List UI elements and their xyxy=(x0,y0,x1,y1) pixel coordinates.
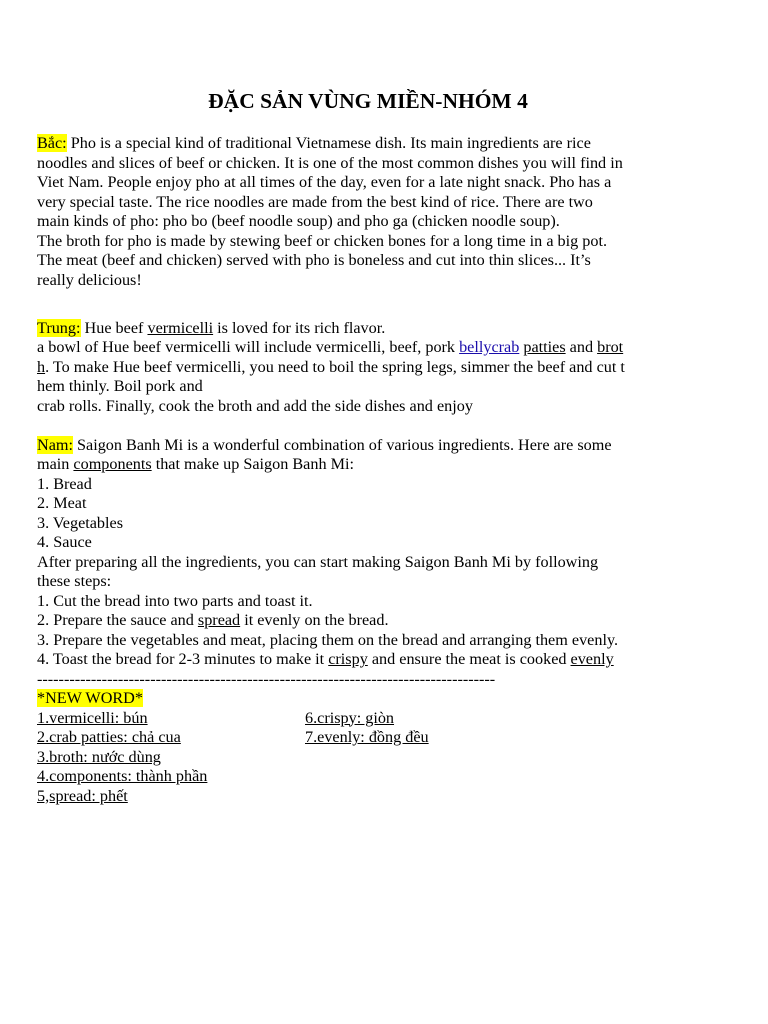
bellycrab-link[interactable]: bellycrab xyxy=(459,338,520,356)
nam-line-3: After preparing all the ingredients, you can start making Saigon Banh Mi by following xyxy=(37,552,599,571)
vocab-word-1: 1.vermicelli: bún xyxy=(37,708,148,727)
trung-line-3 xyxy=(37,358,625,378)
bac-text-1: Pho is a special kind of traditional Vietnamese dish. Its main ingredients are rice xyxy=(66,134,591,152)
section-divider: ------------------------------------------------------------------------------------- xyxy=(37,669,496,688)
trung-line-1 xyxy=(37,319,385,339)
nam-word-crispy: crispy xyxy=(328,650,368,668)
vocab-row-1 xyxy=(37,709,394,729)
vocab-word-4: 4.components: thành phần xyxy=(37,767,208,785)
trung-text-3b: . To make Hue beef vermicelli, you need to boil the spring legs, simmer the beef and cut t xyxy=(45,357,625,376)
trung-text-2e: and xyxy=(565,338,598,356)
nam-step-4a: 4. Toast the bread for 2-3 minutes to make it xyxy=(37,650,329,668)
nam-line-4: these steps: xyxy=(37,572,112,590)
nam-step-2c: it evenly on the bread. xyxy=(240,611,389,629)
bac-line-2: noodles and slices of beef or chicken. It is one of the most common dishes you will find in xyxy=(37,153,623,172)
vocab-word-7: 7.evenly: đồng đều xyxy=(305,728,429,746)
bac-line-3: Viet Nam. People enjoy pho at all times of the day, even for a late night snack. Pho has a xyxy=(37,173,612,191)
nam-step-1: 1. Cut the bread into two parts and toast it. xyxy=(37,591,313,610)
bac-line-5: main kinds of pho: pho bo (beef noodle soup) and pho ga (chicken noodle soup). xyxy=(37,212,560,230)
nam-text-2c: that make up Saigon Banh Mi: xyxy=(151,455,354,473)
nam-label: Nam: xyxy=(37,435,73,454)
trung-line-2 xyxy=(37,338,623,358)
nam-line-1 xyxy=(37,436,612,456)
nam-step-4c: and ensure the meat is cooked xyxy=(367,650,571,668)
nam-word-components: components xyxy=(73,455,152,473)
bac-line-1 xyxy=(37,134,591,154)
vocab-word-5: 5,spread: phết xyxy=(37,786,128,805)
vocab-word-2: 2.crab patties: chả cua xyxy=(37,728,181,746)
bac-label: Bắc: xyxy=(37,134,67,152)
nam-text-1: Saigon Banh Mi is a wonderful combination of various ingredients. Here are some xyxy=(72,435,612,454)
nam-ingredient-2: 2. Meat xyxy=(37,494,87,512)
trung-line-4: hem thinly. Boil pork and xyxy=(37,377,203,395)
trung-label: Trung: xyxy=(37,318,81,337)
trung-word-brot: brot xyxy=(597,338,624,356)
trung-word-h: h xyxy=(37,357,46,376)
trung-word-vermicelli: vermicelli xyxy=(147,318,214,337)
trung-text-1c: is loved for its rich flavor. xyxy=(213,318,386,337)
bac-line-4: very special taste. The rice noodles are made from the best kind of rice. There are two xyxy=(37,192,593,211)
vocab-word-3: 3.broth: nước dùng xyxy=(37,747,161,766)
bac-line-6: The broth for pho is made by stewing beef or chicken bones for a long time in a big pot. xyxy=(37,231,608,250)
vocab-header xyxy=(37,689,143,709)
nam-step-2a: 2. Prepare the sauce and xyxy=(37,611,198,629)
vocab-header-text: *NEW WORD* xyxy=(37,689,143,707)
page-title: ĐẶC SẢN VÙNG MIỀN-NHÓM 4 xyxy=(208,89,528,113)
trung-word-patties: patties xyxy=(523,338,566,356)
trung-line-5: crab rolls. Finally, cook the broth and add the side dishes and enjoy xyxy=(37,396,473,415)
vocab-row-4 xyxy=(37,767,207,787)
vocab-row-3 xyxy=(37,748,161,768)
nam-step-4 xyxy=(37,650,614,670)
nam-line-2 xyxy=(37,455,354,475)
trung-text-2a: a bowl of Hue beef vermicelli will include vermicelli, beef, pork xyxy=(37,338,460,356)
nam-ingredient-1: 1. Bread xyxy=(37,474,92,493)
nam-text-2a: main xyxy=(37,455,74,473)
vocab-row-5 xyxy=(37,787,128,807)
vocab-word-6: 6.crispy: giòn xyxy=(305,708,395,727)
vocab-row-2 xyxy=(37,728,429,748)
nam-step-2 xyxy=(37,611,389,631)
trung-text-1a: Hue beef xyxy=(80,318,148,337)
nam-word-spread: spread xyxy=(197,611,241,629)
bac-line-8: really delicious! xyxy=(37,270,142,289)
bac-line-7: The meat (beef and chicken) served with pho is boneless and cut into thin slices... It’s xyxy=(37,251,591,269)
nam-ingredient-3: 3. Vegetables xyxy=(37,513,124,532)
nam-step-3: 3. Prepare the vegetables and meat, placing them on the bread and arranging them evenly. xyxy=(37,630,619,649)
nam-ingredient-4: 4. Sauce xyxy=(37,533,92,551)
nam-word-evenly: evenly xyxy=(570,650,614,668)
